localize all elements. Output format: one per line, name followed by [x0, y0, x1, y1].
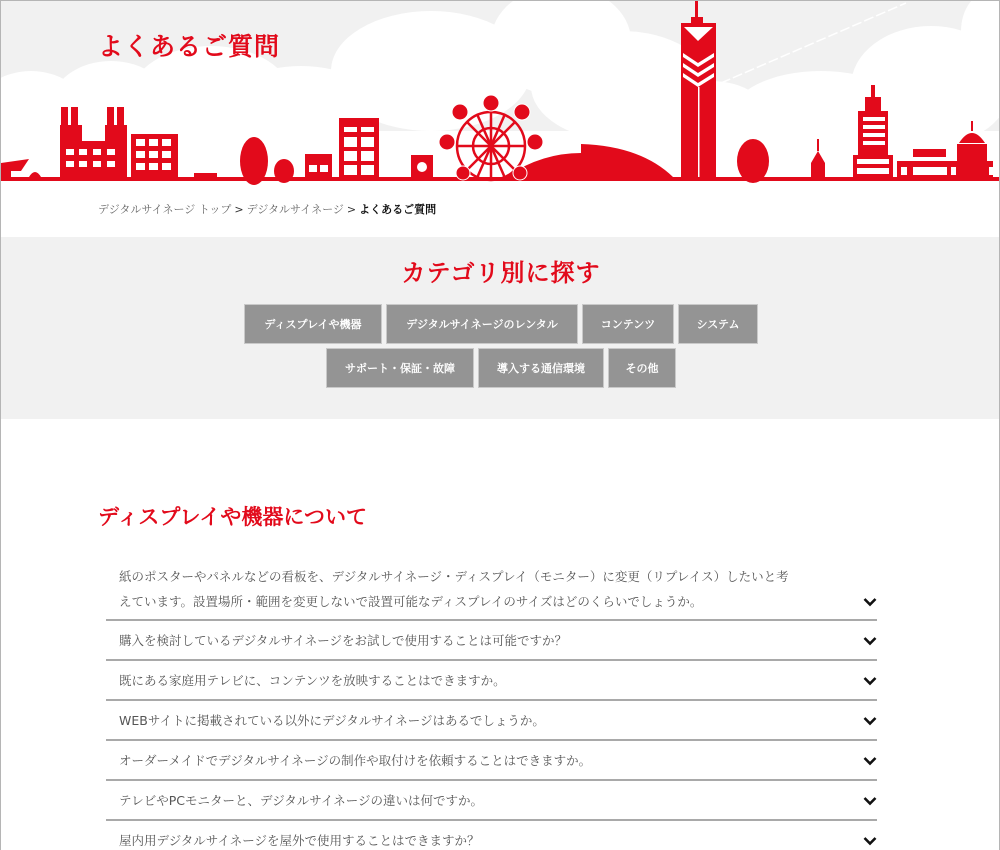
faq-item[interactable]	[106, 701, 877, 741]
faq-question: オーダーメイドでデジタルサイネージの制作や取付けを依頼することはできますか。	[119, 752, 592, 768]
chevron-down-icon[interactable]	[863, 836, 877, 846]
faq-item[interactable]	[106, 741, 877, 781]
page-title: よくあるご質問	[98, 32, 281, 61]
faq-item[interactable]	[106, 821, 877, 850]
chevron-down-icon[interactable]	[863, 796, 877, 806]
category-row-2	[1, 348, 1000, 388]
breadcrumb-link-signage[interactable]: デジタルサイネージ	[246, 203, 344, 216]
chevron-down-icon[interactable]	[863, 636, 877, 646]
breadcrumb-separator: >	[234, 203, 244, 216]
category-title: カテゴリ別に探す	[401, 259, 601, 287]
chevron-down-icon[interactable]	[863, 716, 877, 726]
hero-banner	[1, 1, 1000, 187]
category-button-display[interactable]: ディスプレイや機器	[244, 304, 382, 344]
breadcrumb-link-top[interactable]: デジタルサイネージ トップ	[98, 203, 232, 216]
breadcrumb-current: よくあるご質問	[359, 203, 437, 216]
faq-item[interactable]	[106, 661, 877, 701]
faq-question: WEBサイトに掲載されている以外にデジタルサイネージはあるでしょうか。	[119, 712, 545, 728]
breadcrumb	[98, 201, 436, 217]
breadcrumb-separator: >	[346, 203, 357, 216]
faq-question: テレビやPCモニターと、デジタルサイネージの違いは何ですか。	[119, 792, 484, 808]
category-button-rental[interactable]: デジタルサイネージのレンタル	[386, 304, 578, 344]
category-button-support[interactable]: サポート・保証・故障	[326, 348, 474, 388]
section-title: ディスプレイや機器について	[98, 505, 368, 529]
faq-question: 購入を検討しているデジタルサイネージをお試しで使用することは可能ですか？	[119, 632, 568, 648]
faq-item[interactable]	[106, 559, 877, 621]
chevron-down-icon[interactable]	[863, 676, 877, 686]
faq-question: 既にある家庭用テレビに、コンテンツを放映することはできますか。	[119, 672, 506, 688]
faq-question: 屋内用デジタルサイネージを屋外で使用することはできますか？	[119, 832, 480, 848]
category-search-section	[1, 237, 1000, 419]
faq-item[interactable]	[106, 621, 877, 661]
faq-question-line: 紙のポスターやパネルなどの看板を、デジタルサイネージ・ディスプレイ（モニター）に変更（リプレイス）したいと考	[119, 569, 789, 584]
category-button-other[interactable]: その他	[608, 348, 676, 388]
category-button-system[interactable]: システム	[678, 304, 758, 344]
chevron-down-icon[interactable]	[863, 597, 877, 607]
faq-question	[119, 564, 789, 614]
category-button-contents[interactable]: コンテンツ	[582, 304, 674, 344]
category-row-1	[1, 304, 1000, 344]
faq-question-line: えています。設置場所・範囲を変更しないで設置可能なディスプレイのサイズはどのくらいでしょうか。	[119, 594, 703, 609]
chevron-down-icon[interactable]	[863, 756, 877, 766]
category-button-network[interactable]: 導入する通信環境	[478, 348, 604, 388]
faq-item[interactable]	[106, 781, 877, 821]
faq-list	[106, 559, 877, 850]
